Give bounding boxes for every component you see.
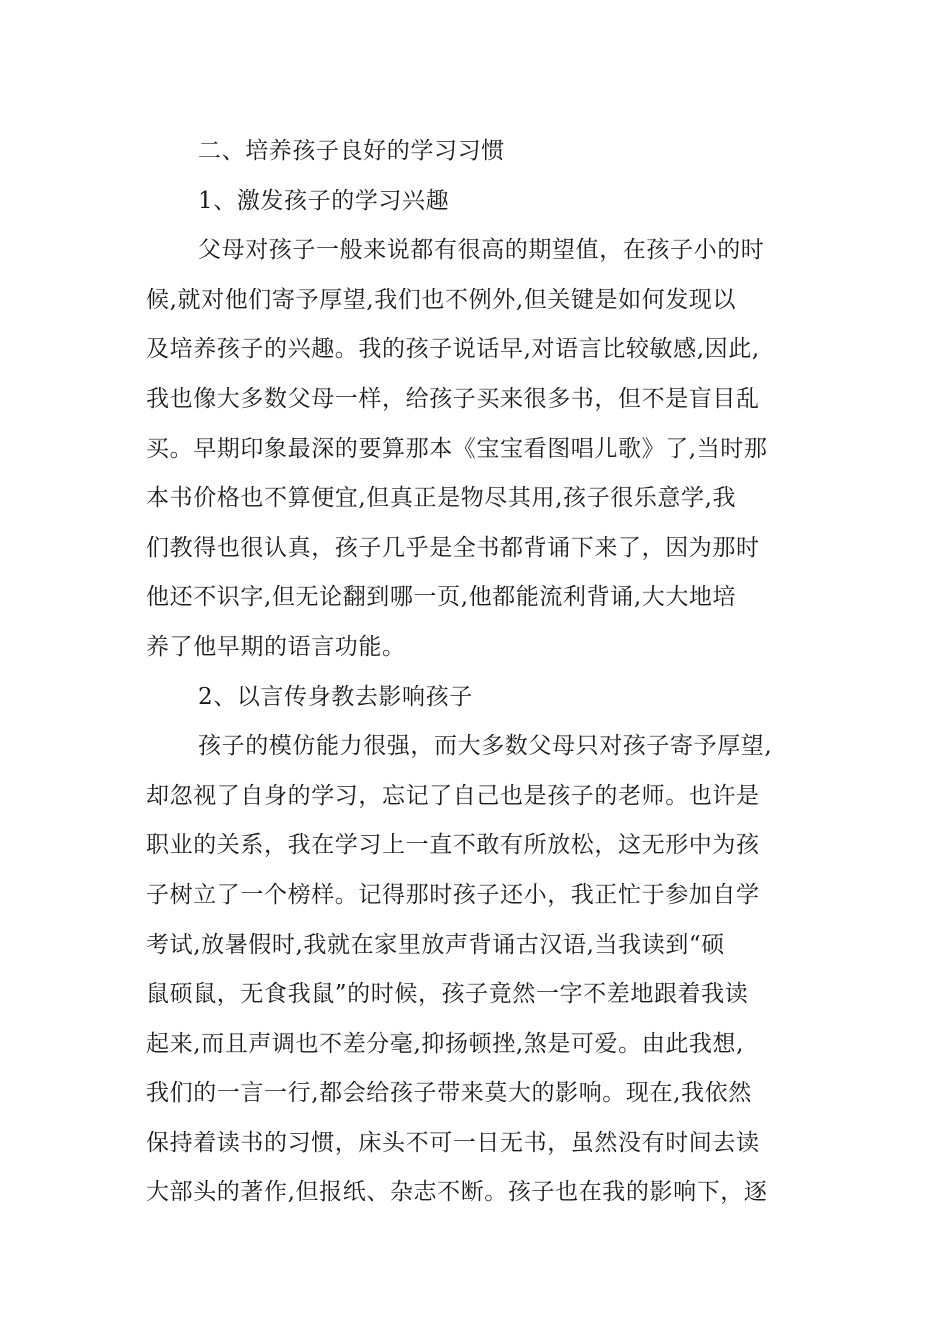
paragraph-line: 鼠硕鼠，无食我鼠”的时候，孩子竟然一字不差地跟着我读 [146, 981, 749, 1008]
subsection-heading: 2、以言传身教去影响孩子 [198, 683, 473, 710]
section-heading: 二、培养孩子良好的学习习惯 [198, 138, 505, 164]
paragraph-line: 职业的关系，我在学习上一直不敢有所放松，这无形中为孩 [146, 832, 760, 859]
subsection-heading: 1、激发孩子的学习兴趣 [198, 187, 450, 214]
paragraph-line: 养了他早期的语言功能。 [146, 633, 406, 660]
paragraph-line: 我们的一言一行,都会给孩子带来莫大的影响。现在,我依然 [146, 1080, 752, 1107]
paragraph-line: 他还不识字,但无论翻到哪一页,他都能流利背诵,大大地培 [146, 584, 737, 611]
document-body [146, 127, 814, 1218]
paragraph-line: 却忽视了自身的学习，忘记了自己也是孩子的老师。也许是 [146, 782, 760, 809]
paragraph-line: 们教得也很认真，孩子几乎是全书都背诵下来了，因为那时 [146, 534, 760, 561]
paragraph-line: 我也像大多数父母一样，给孩子买来很多书，但不是盲目乱 [146, 385, 760, 412]
paragraph-line: 父母对孩子一般来说都有很高的期望值，在孩子小的时 [198, 237, 765, 264]
paragraph-line: 孩子的模仿能力很强，而大多数父母只对孩子寄予厚望, [198, 733, 773, 760]
paragraph-line: 保持着读书的习惯，床头不可一日无书，虽然没有时间去读 [146, 1129, 760, 1156]
paragraph-line: 大部头的著作,但报纸、杂志不断。孩子也在我的影响下，逐 [146, 1179, 768, 1206]
paragraph-line: 考试,放暑假时,我就在家里放声背诵古汉语,当我读到“硕 [146, 931, 725, 958]
paragraph-line: 及培养孩子的兴趣。我的孩子说话早,对语言比较敏感,因此, [146, 336, 760, 363]
paragraph-line: 起来,而且声调也不差分毫,抑扬顿挫,煞是可爱。由此我想, [146, 1030, 745, 1057]
paragraph-line: 买。早期印象最深的要算那本《宝宝看图唱儿歌》了,当时那 [146, 435, 768, 462]
paragraph-line: 本书价格也不算便宜,但真正是物尽其用,孩子很乐意学,我 [146, 485, 737, 512]
paragraph-line: 子树立了一个榜样。记得那时孩子还小，我正忙于参加自学 [146, 881, 760, 908]
paragraph-line: 候,就对他们寄予厚望,我们也不例外,但关键是如何发现以 [146, 286, 737, 313]
